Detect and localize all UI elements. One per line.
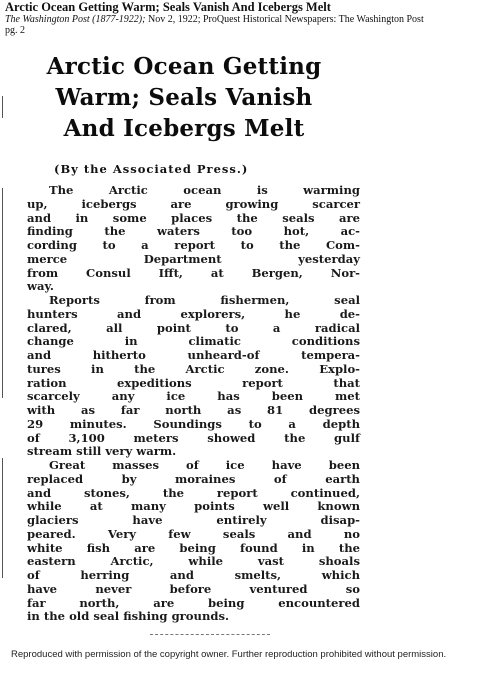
body-line: scarcely any ice has been met (27, 389, 360, 404)
body-line: glaciers have entirely disap- (27, 513, 360, 527)
body-line: cording to a report to the Com- (27, 238, 360, 252)
publication-name: The Washington Post (1877-1922); (5, 14, 146, 25)
body-line: replaced by moraines of earth (27, 471, 360, 486)
article-title: Arctic Ocean Getting Warm; Seals Vanish And Icebergs Melt (5, 0, 331, 14)
body-line: of herring and smelts, which (27, 568, 360, 582)
body-line: stream still very warm. (27, 444, 177, 459)
body-line: Great masses of ice have been (49, 458, 360, 472)
copyright-notice: Reproduced with permission of the copyright owner. Further reproduction prohibited without permission. (11, 649, 447, 660)
clipping-edge-mark (2, 96, 3, 118)
citation-header (5, 1, 493, 36)
body-line: far north, are being encountered (27, 595, 360, 610)
body-line: of 3,100 meters showed the gulf (27, 430, 360, 445)
body-line: eastern Arctic, while vast shoals (27, 554, 360, 569)
body-line: merce Department yesterday (27, 251, 360, 266)
body-line: from Consul Ifft, at Bergen, Nor- (27, 265, 360, 280)
end-rule (150, 634, 270, 635)
body-line: in the old seal fishing grounds. (27, 609, 230, 624)
body-line: The Arctic ocean is warming (49, 183, 360, 197)
body-line: hunters and explorers, he de- (27, 306, 360, 321)
body-line: Reports from fishermen, seal (49, 293, 360, 307)
body-line: while at many points well known (27, 499, 360, 514)
body-line: tures in the Arctic zone. Explo- (27, 361, 360, 376)
body-line: ration expeditions report that (27, 375, 360, 390)
headline (14, 51, 354, 144)
body-line: with as far north as 81 degrees (27, 403, 360, 417)
article-body (27, 184, 360, 624)
clipping-edge-mark (2, 458, 3, 578)
body-line: and hitherto unheard-of tempera- (27, 348, 360, 362)
body-line: white fish are being found in the (27, 540, 360, 555)
citation-details: Nov 2, 1922; ProQuest Historical Newspapers: The Washington Post (145, 14, 424, 25)
body-line: and in some places the seals are (27, 210, 360, 225)
body-line: finding the waters too hot, ac- (27, 224, 360, 239)
body-line: clared, all point to a radical (27, 320, 360, 335)
byline: (By the Associated Press.) (54, 162, 249, 176)
headline-line: And Icebergs Melt (63, 115, 305, 142)
page-number: pg. 2 (5, 25, 25, 36)
newspaper-clipping (0, 38, 372, 638)
body-line: up, icebergs are growing scarcer (27, 196, 360, 211)
citation-source (5, 14, 493, 25)
clipping-edge-mark (2, 188, 3, 398)
body-line: peared. Very few seals and no (27, 526, 360, 541)
headline-line: Warm; Seals Vanish (55, 84, 313, 111)
headline-line: Arctic Ocean Getting (46, 53, 322, 80)
body-line: 29 minutes. Soundings to a depth (27, 416, 360, 431)
body-line: have never before ventured so (27, 581, 360, 596)
body-line: way. (27, 279, 54, 294)
body-line: and stones, the report continued, (27, 485, 360, 500)
body-line: change in climatic conditions (27, 334, 360, 349)
